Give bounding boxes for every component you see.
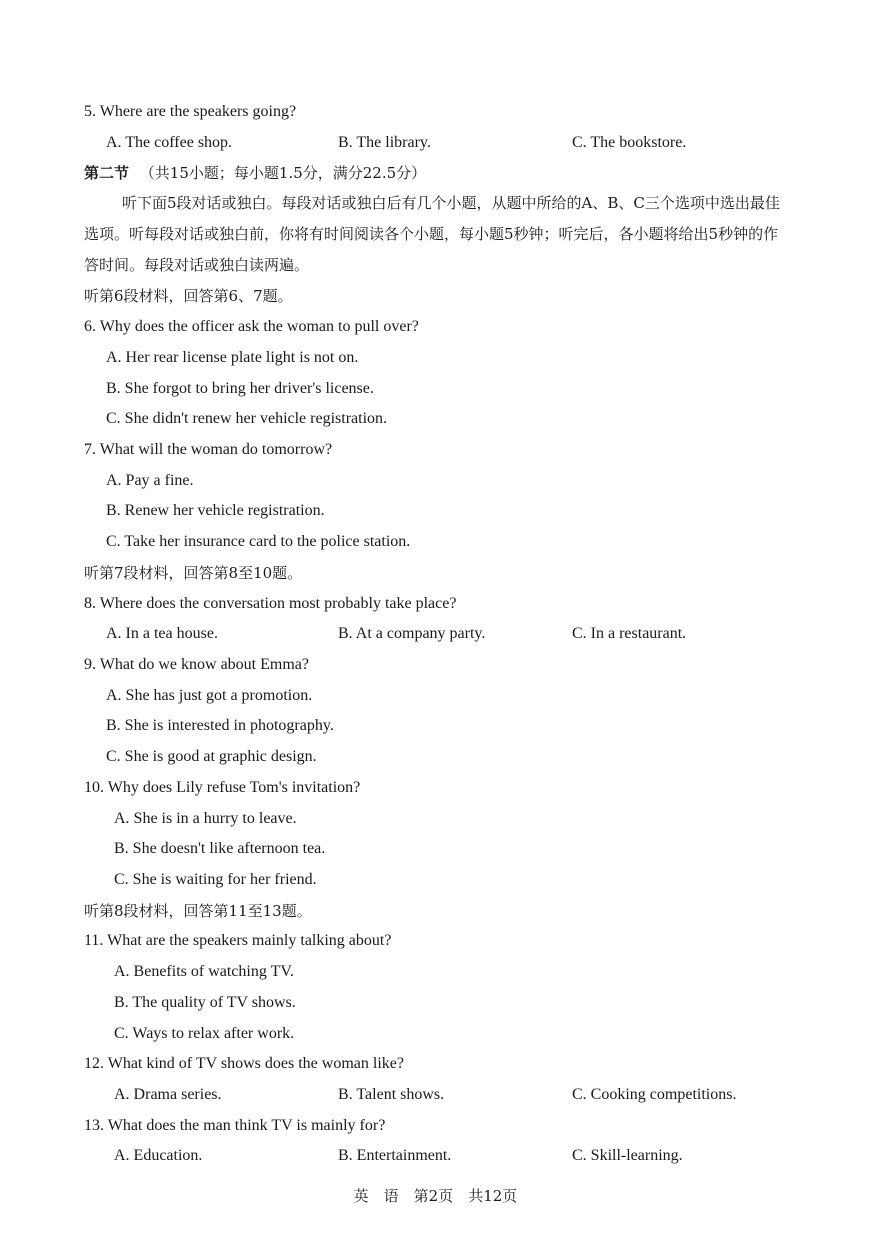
q7-option-b: B. Renew her vehicle registration.	[106, 502, 325, 519]
q8-option-c: C. In a restaurant.	[572, 625, 687, 642]
q5-option-b: B. The library.	[338, 134, 431, 151]
page-footer: 英 语 第2页 共12页	[353, 1187, 518, 1205]
q8-option-a: A. In a tea house.	[106, 625, 218, 642]
q11-option-c: C. Ways to relax after work.	[114, 1025, 295, 1042]
section-2-heading	[84, 163, 426, 183]
q6-option-b: B. She forgot to bring her driver's license.	[106, 380, 374, 397]
q9-option-c: C. She is good at graphic design.	[106, 748, 317, 765]
question-11: 11. What are the speakers mainly talking about?	[84, 932, 392, 949]
q10-option-c: C. She is waiting for her friend.	[114, 871, 317, 888]
q12-option-a: A. Drama series.	[114, 1086, 222, 1103]
q7-option-a: A. Pay a fine.	[106, 472, 194, 489]
q13-option-c: C. Skill-learning.	[572, 1147, 683, 1164]
q9-option-a: A. She has just got a promotion.	[106, 687, 313, 704]
question-8: 8. Where does the conversation most probably take place?	[84, 595, 457, 612]
q11-option-a: A. Benefits of watching TV.	[114, 963, 294, 980]
q9-option-b: B. She is interested in photography.	[106, 717, 334, 734]
question-13: 13. What does the man think TV is mainly for?	[84, 1117, 386, 1134]
question-10: 10. Why does Lily refuse Tom's invitation?	[84, 779, 361, 796]
q12-option-c: C. Cooking competitions.	[572, 1086, 737, 1103]
question-6: 6. Why does the officer ask the woman to pull over?	[84, 318, 419, 335]
q10-option-a: A. She is in a hurry to leave.	[114, 810, 297, 827]
q5-option-a: A. The coffee shop.	[106, 134, 233, 151]
section-2-instructions: 听下面5段对话或独白。每段对话或独白后有几个小题，从题中所给的A、B、C三个选项中选出最佳选项。听每段对话或独白前，你将有时间阅读各个小题，每小题5秒钟；听完后，各小题将给出5秒钟的作答时间。每段对话或独白读两遍。	[84, 194, 780, 274]
material-8-heading: 听第8段材料，回答第11至13题。	[84, 902, 312, 920]
q13-option-a: A. Education.	[114, 1147, 203, 1164]
section-2-info: （共15小题；每小题1.5分，满分22.5分）	[139, 164, 427, 182]
q6-option-a: A. Her rear license plate light is not on.	[106, 349, 359, 366]
q7-option-c: C. Take her insurance card to the police station.	[106, 533, 411, 550]
q11-option-b: B. The quality of TV shows.	[114, 994, 296, 1011]
q6-option-c: C. She didn't renew her vehicle registration.	[106, 410, 388, 427]
question-9: 9. What do we know about Emma?	[84, 656, 309, 673]
q5-option-c: C. The bookstore.	[572, 134, 687, 151]
q8-option-b: B. At a company party.	[338, 625, 486, 642]
material-7-heading: 听第7段材料，回答第8至10题。	[84, 564, 303, 582]
q10-option-b: B. She doesn't like afternoon tea.	[114, 840, 326, 857]
question-12: 12. What kind of TV shows does the woman like?	[84, 1055, 404, 1072]
q12-option-b: B. Talent shows.	[338, 1086, 445, 1103]
section-2-title: 第二节	[84, 164, 130, 182]
question-5: 5. Where are the speakers going?	[84, 103, 297, 120]
q13-option-b: B. Entertainment.	[338, 1147, 452, 1164]
question-7: 7. What will the woman do tomorrow?	[84, 441, 333, 458]
material-6-heading: 听第6段材料，回答第6、7题。	[84, 287, 293, 305]
